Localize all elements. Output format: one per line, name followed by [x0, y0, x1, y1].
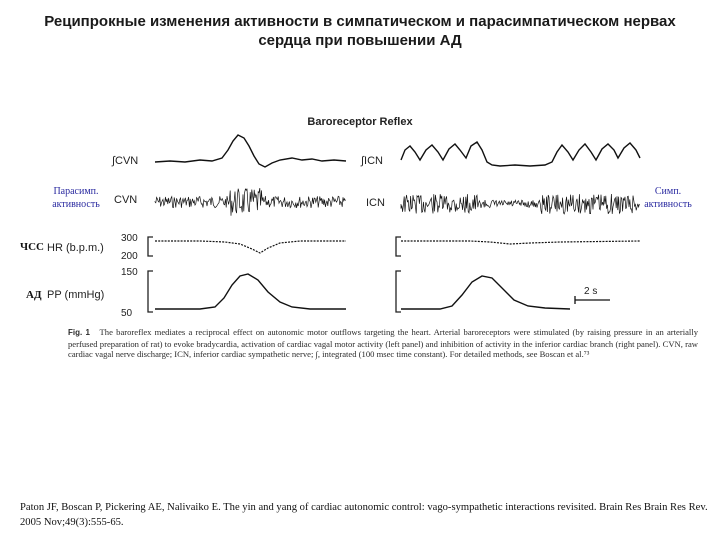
hr-scale-bottom: 200	[121, 251, 138, 262]
channel-pp: PP (mmHg)	[47, 289, 105, 301]
caption-text: The baroreflex mediates a reciprocal effect on autonomic motor outflows targeting the heart. Arterial baroreceptors were stimulated (by raising pressure in an arterially perfused preparation of rat) to evoke bradycardia, activation of cardiac vagal motor activity (left panel) and inhibition of activity in the inferior cardiac branch (right panel). CVN, raw cardiac vagal nerve discharge; ICN, inferior cardiac sympathetic nerve; ∫, integrated (100 msec time constant). For detailed methods, see Boscan et al.⁷³	[68, 327, 698, 359]
trace-pp-right	[401, 276, 570, 309]
parasymp-label-2: активность	[52, 199, 100, 210]
pp-scale-bracket-right	[396, 271, 401, 312]
trace-int-icn	[401, 142, 640, 166]
figure-caption	[68, 327, 698, 360]
parasymp-label-1: Парасимп.	[53, 186, 99, 197]
trace-int-cvn	[155, 135, 346, 167]
trace-raw-cvn	[155, 188, 345, 216]
trace-raw-icn	[401, 194, 639, 214]
trace-hr-left	[155, 241, 346, 253]
slide-title: Реципрокные изменения активности в симпатическом и парасимпатическом нервах сердца при повышении АД	[44, 13, 676, 49]
channel-icn: ICN	[366, 197, 385, 209]
channel-hr: HR (b.p.m.)	[47, 242, 104, 254]
channel-cvn: CVN	[114, 194, 138, 206]
hr-label-ru: ЧСС	[20, 241, 44, 253]
time-scale-bar	[575, 296, 610, 304]
caption-label: Fig. 1	[68, 328, 90, 337]
figure-heading: Baroreceptor Reflex	[307, 116, 413, 128]
pp-scale-bracket-left	[148, 271, 153, 312]
trace-pp-left	[155, 274, 346, 309]
pp-scale-top: 150	[121, 267, 138, 278]
bp-label-ru: АД	[26, 289, 42, 301]
time-scale-label: 2 s	[584, 286, 598, 297]
hr-scale-bracket-left	[148, 237, 153, 256]
symp-label-2: активность	[644, 199, 692, 210]
citation: Paton JF, Boscan P, Pickering AE, Nalivaiko E. The yin and yang of cardiac autonomic control: vago-sympathetic interactions revisited. Brain Res Brain Res Rev. 2005 Nov;49(3):555-65.	[20, 502, 708, 528]
channel-int-cvn: ∫CVN	[112, 155, 139, 167]
pp-scale-bottom: 50	[121, 308, 133, 319]
symp-label-1: Симп.	[654, 186, 682, 197]
trace-hr-right	[401, 241, 640, 244]
hr-scale-bracket-right	[396, 237, 401, 256]
hr-scale-top: 300	[121, 233, 138, 244]
channel-int-icn: ∫ICN	[361, 155, 383, 167]
